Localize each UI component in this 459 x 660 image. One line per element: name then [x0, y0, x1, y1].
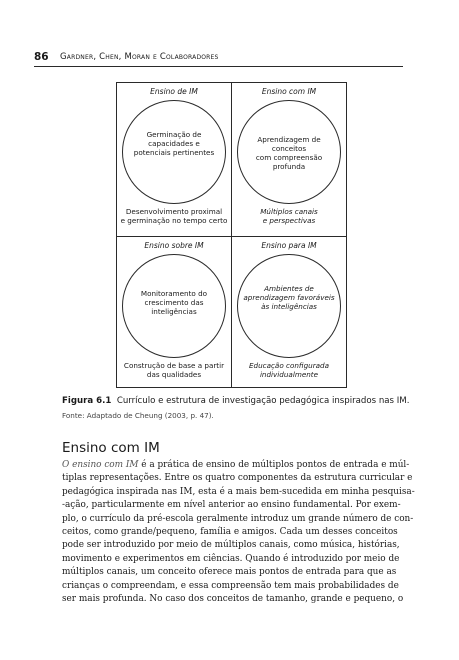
- circle-text: [240, 284, 338, 311]
- circle-text-line: Aprendizagem de conceitos: [257, 135, 321, 153]
- body-line: ceitos, como grande/pequeno, família e amigos. Cada um desses conceitos: [62, 527, 398, 538]
- circle-text: [125, 130, 223, 157]
- circle-text-line: Germinação de: [146, 130, 202, 139]
- quadrant-bottom-text: [234, 361, 344, 379]
- figure-caption: [62, 396, 409, 406]
- body-line: plo, o currículo da pré-escola geralmente introduz um grande número de con-: [62, 513, 414, 524]
- bottom-text-line: e germinação no tempo certo: [120, 216, 228, 225]
- body-line: ser mais profunda. No caso dos conceitos de tamanho, grande e pequeno, o: [62, 594, 404, 605]
- circle-text-line: às inteligências: [261, 302, 317, 311]
- circle-text: [240, 135, 338, 171]
- bottom-text-line: das qualidades: [146, 370, 202, 379]
- bottom-text-line: Construção de base a partir: [123, 361, 225, 370]
- bottom-text-line: Múltiplos canais: [260, 207, 318, 216]
- body-line: pode ser introduzido por meio de múltiplos canais, como música, histórias,: [62, 540, 400, 551]
- quadrant-bottom-text: [119, 361, 229, 379]
- circle-text: [125, 289, 223, 316]
- body-line: -ação, particularmente em nível anterior ao ensino fundamental. Por exem-: [62, 500, 401, 511]
- circle-text-line: capacidades e: [148, 139, 200, 148]
- quadrant-ensino-sobre-im: [117, 237, 231, 389]
- circle-text-line: crescimento das inteligências: [144, 298, 204, 316]
- quadrant-bottom-text: [234, 207, 344, 225]
- body-line: movimento e experimentos em ciências. Quando é introduzido por meio de: [62, 553, 400, 564]
- circle-text-line: Ambientes de: [264, 284, 314, 293]
- section-heading: Ensino com IM: [62, 440, 160, 456]
- body-line: pedagógica inspirada nas IM, esta é a mais bem-sucedida em minha pesquisa-: [62, 486, 415, 497]
- quadrant-title: Ensino de IM: [150, 87, 198, 96]
- circle-text-line: Monitoramento do: [140, 289, 208, 298]
- quadrant-bottom-text: [119, 207, 229, 225]
- circle-text-line: aprendizagem favoráveis: [243, 293, 335, 302]
- quadrant-ensino-de-im: [117, 83, 231, 235]
- body-line-text: é a prática de ensino de múltiplos pontos de entrada e múl-: [138, 460, 410, 470]
- caption-text: Currículo e estrutura de investigação pedagógica inspirados nas IM.: [116, 396, 410, 406]
- quadrant-ensino-com-im: [232, 83, 346, 235]
- circle-text-line: potenciais pertinentes: [133, 148, 215, 157]
- circle-text-line: com compreensão profunda: [255, 153, 323, 171]
- bottom-text-line: individualmente: [259, 370, 319, 379]
- quadrant-title: Ensino para IM: [261, 241, 317, 250]
- lead-term: O ensino com IM: [62, 460, 139, 470]
- bottom-text-line: Educação configurada: [248, 361, 330, 370]
- body-line: [62, 459, 410, 472]
- bottom-text-line: Desenvolvimento proximal: [125, 207, 223, 216]
- body-paragraph: [62, 459, 415, 606]
- bottom-text-line: e perspectivas: [262, 216, 316, 225]
- body-line: múltiplos canais, um conceito oferece mais pontos de entrada para que as: [62, 567, 397, 578]
- body-line: crianças o compreendam, e essa compreensão tem mais probabilidades de: [62, 580, 399, 591]
- figure-source: Fonte: Adaptado de Cheung (2003, p. 47).: [62, 411, 214, 420]
- figure-diagram: [116, 82, 347, 388]
- quadrant-ensino-para-im: [232, 237, 346, 389]
- quadrant-title: Ensino com IM: [261, 87, 317, 96]
- running-title: Gardner, Chen, Moran e Colaboradores: [60, 52, 219, 62]
- caption-label: Figura 6.1: [62, 396, 112, 406]
- quadrant-title: Ensino sobre IM: [144, 241, 204, 250]
- page-number: 86: [34, 51, 49, 63]
- body-line: tiplas representações. Entre os quatro componentes da estrutura curricular e: [62, 473, 413, 484]
- running-header: [34, 50, 403, 67]
